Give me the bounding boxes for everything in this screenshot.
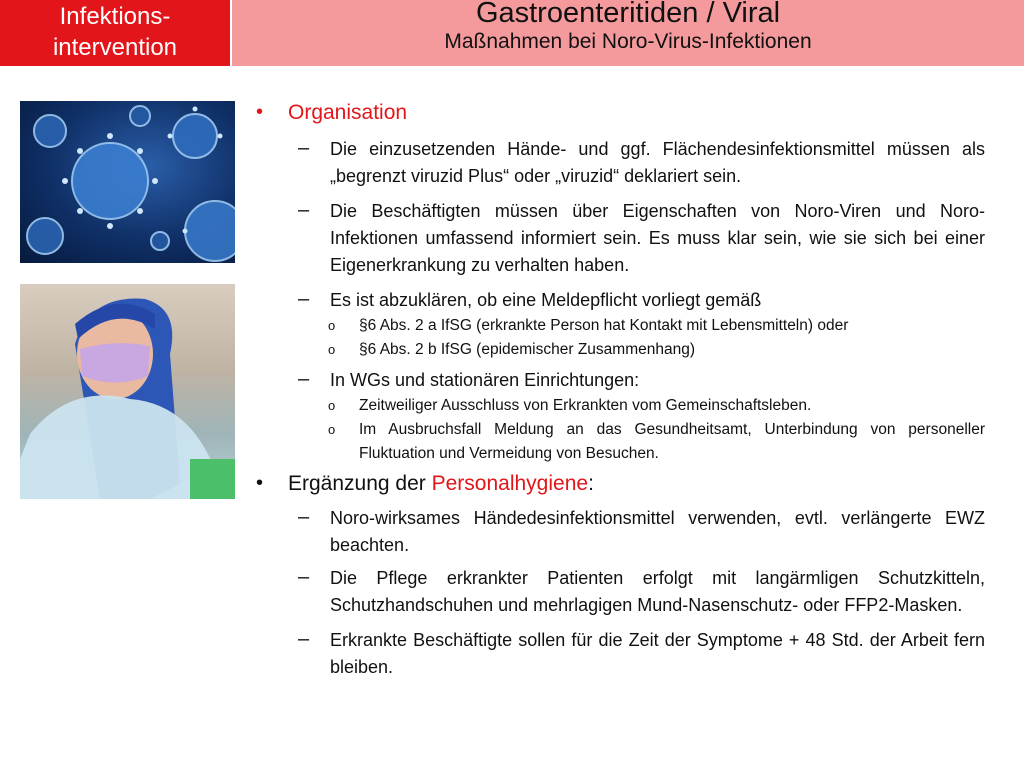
dash-bullet: –: [298, 137, 310, 159]
item-text: Die Pflege erkrankter Patienten erfolgt mit langärmligen Schutzkitteln, Schutzhandschuhen und mehrlagigen Mund-Nasenschutz- oder FFP2-Masken.: [330, 568, 985, 615]
dash-bullet: –: [298, 199, 310, 221]
sub-list-item: [256, 418, 985, 466]
section-title-suffix: :: [588, 472, 594, 495]
section-title-prefix: Ergänzung der: [288, 472, 432, 495]
circle-bullet: o: [328, 422, 336, 437]
list-item: [256, 136, 985, 190]
dash-bullet: –: [298, 566, 310, 588]
dash-bullet: –: [298, 368, 310, 390]
circle-bullet: o: [328, 398, 336, 413]
section-organisation: [256, 97, 985, 128]
dash-bullet: –: [298, 628, 310, 650]
sub-list-item: [256, 338, 985, 362]
item-text: Erkrankte Beschäftigte sollen für die Zeit der Symptome + 48 Std. der Arbeit fern bleiben.: [330, 630, 985, 677]
section-label-line1: Infektions-: [59, 3, 171, 30]
section-label-line2: intervention: [52, 34, 178, 61]
item-text: §6 Abs. 2 b IfSG (epidemischer Zusammenhang): [359, 341, 695, 358]
slide-content: [256, 97, 985, 681]
dash-bullet: –: [298, 288, 310, 310]
section-title-organisation: Organisation: [288, 101, 408, 124]
sub-list-item: [256, 314, 985, 338]
dash-bullet: –: [298, 506, 310, 528]
item-text: Die Beschäftigten müssen über Eigenschaften von Noro-Viren und Noro-Infektionen umfassend informiert sein. Es muss klar sein, wie sie sich bei einer Eigenerkrankung zu verhalten haben.: [330, 201, 985, 275]
item-text: In WGs und stationären Einrichtungen:: [330, 370, 640, 390]
item-text: §6 Abs. 2 a IfSG (erkrankte Person hat Kontakt mit Lebensmitteln) oder: [359, 317, 849, 334]
item-text: Noro-wirksames Händedesinfektionsmittel verwenden, evtl. verlängerte EWZ beachten.: [330, 508, 985, 555]
header-title-box: [232, 0, 1024, 66]
bullet: •: [256, 472, 264, 494]
item-text: Es ist abzuklären, ob eine Meldepflicht vorliegt gemäß: [330, 290, 762, 310]
slide-title: Gastroenteritiden / Viral: [475, 0, 781, 29]
list-item: [256, 505, 985, 559]
list-item: [256, 367, 985, 394]
item-text: Die einzusetzenden Hände- und ggf. Flächendesinfektionsmittel müssen als „begrenzt viruzid Plus“ oder „viruzid“ deklariert sein.: [330, 139, 985, 186]
list-item: [256, 627, 985, 681]
virus-illustration: [20, 101, 235, 263]
list-item: [256, 198, 985, 279]
header-section-label: [0, 0, 230, 66]
sub-list-item: [256, 394, 985, 418]
slide-subtitle: Maßnahmen bei Noro-Virus-Infektionen: [444, 30, 812, 53]
item-text: Im Ausbruchsfall Meldung an das Gesundheitsamt, Unterbindung von personeller Fluktuation und Vermeidung von Besuchen.: [359, 421, 985, 462]
nurse-with-mask-photo: [20, 284, 235, 499]
virus-image: [20, 101, 235, 263]
nurse-illustration: [20, 284, 235, 499]
list-item: [256, 287, 985, 314]
circle-bullet: o: [328, 318, 336, 333]
circle-bullet: o: [328, 342, 336, 357]
item-text: Zeitweiliger Ausschluss von Erkrankten vom Gemeinschaftsleben.: [359, 397, 812, 414]
section-title-highlight: Personalhygiene: [431, 472, 589, 495]
section-personalhygiene: [256, 468, 985, 499]
bullet: •: [256, 101, 264, 123]
list-item: [256, 565, 985, 619]
